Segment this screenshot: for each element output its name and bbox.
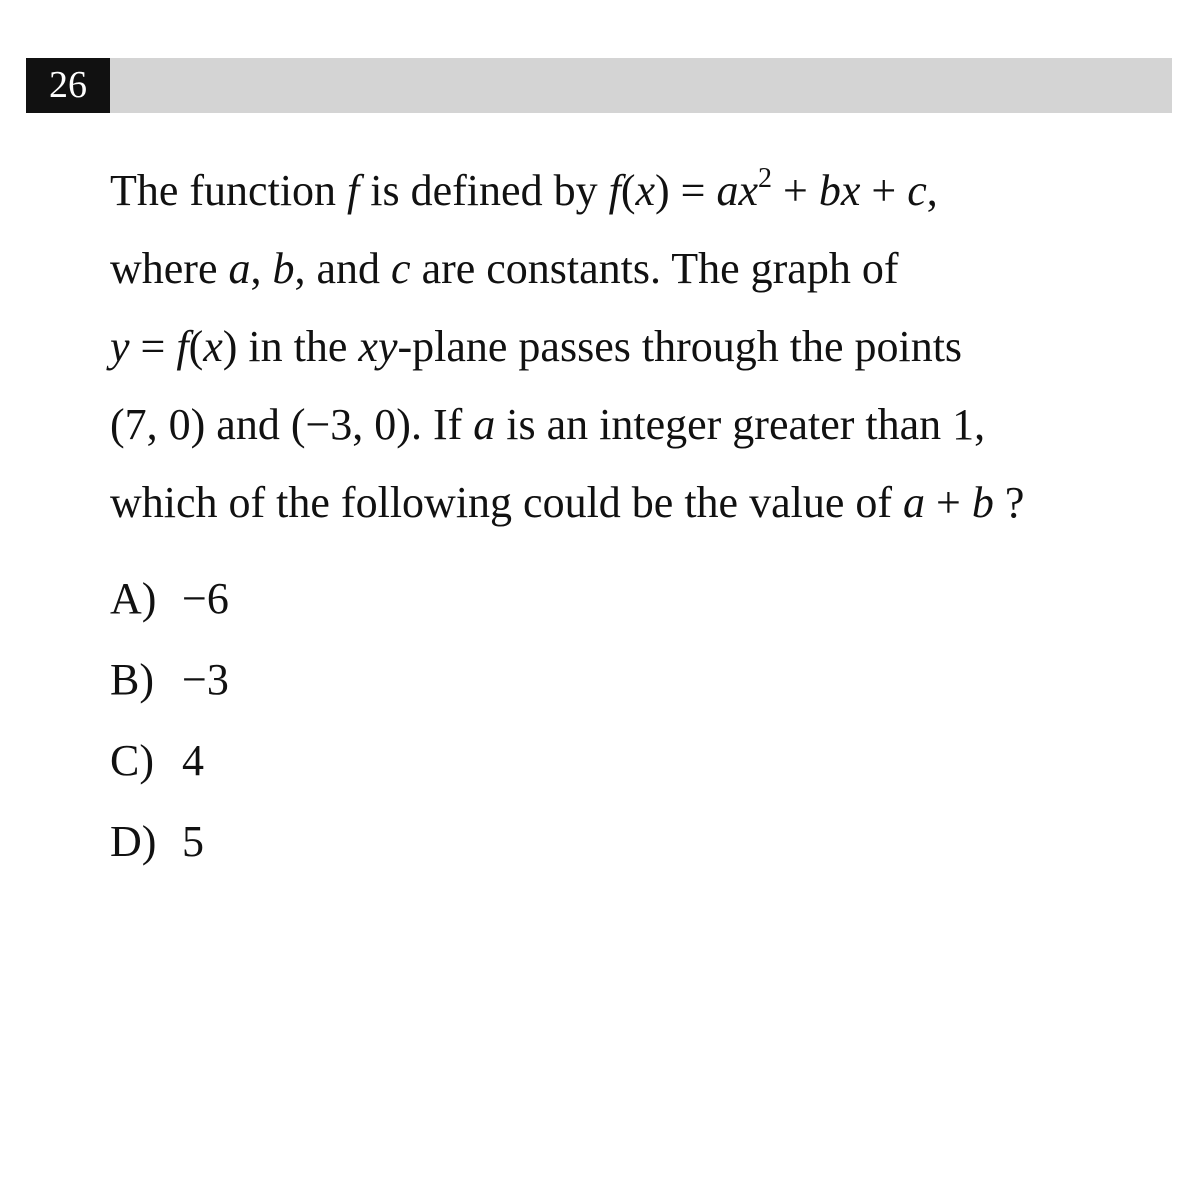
math-variable: f bbox=[608, 166, 621, 215]
stem-text: ( bbox=[188, 322, 204, 371]
choice-letter: B) bbox=[110, 655, 154, 704]
stem-text: ) in the bbox=[222, 322, 359, 371]
question-header-bar bbox=[26, 58, 1172, 113]
math-variable: a bbox=[903, 478, 926, 527]
question-stem-line bbox=[110, 230, 1180, 308]
stem-text: where bbox=[110, 244, 229, 293]
choice-letter: A) bbox=[110, 574, 157, 623]
exponent: 2 bbox=[758, 163, 772, 195]
choice-value: 5 bbox=[182, 817, 204, 866]
question-number: 26 bbox=[26, 58, 110, 113]
stem-text: = bbox=[129, 322, 177, 371]
stem-text: ( bbox=[620, 166, 636, 215]
math-variable: x bbox=[635, 166, 655, 215]
choice-value: 4 bbox=[182, 736, 204, 785]
stem-text: (7, 0) and (−3, 0). If bbox=[110, 400, 474, 449]
stem-text: , bbox=[926, 166, 938, 215]
stem-text: + bbox=[772, 166, 819, 215]
stem-text: -plane passes through the points bbox=[397, 322, 963, 371]
answer-choices bbox=[110, 566, 229, 890]
answer-choice-d[interactable] bbox=[110, 809, 229, 890]
stem-text: which of the following could be the value of bbox=[110, 478, 904, 527]
answer-choice-c[interactable] bbox=[110, 728, 229, 809]
math-variable: bx bbox=[818, 166, 861, 215]
question-stem-line bbox=[110, 386, 1180, 464]
math-variable: b bbox=[971, 478, 994, 527]
stem-text: ) = bbox=[655, 166, 717, 215]
stem-text: is defined by bbox=[359, 166, 609, 215]
answer-choice-b[interactable] bbox=[110, 647, 229, 728]
math-variable: f bbox=[347, 166, 360, 215]
choice-value: −3 bbox=[182, 655, 229, 704]
stem-text: , and bbox=[294, 244, 392, 293]
stem-text: ? bbox=[993, 478, 1025, 527]
stem-text: + bbox=[860, 166, 908, 215]
answer-choice-a[interactable] bbox=[110, 566, 229, 647]
math-variable: c bbox=[907, 166, 927, 215]
math-variable: f bbox=[176, 322, 189, 371]
math-variable: a bbox=[473, 400, 496, 449]
question-stem-line bbox=[110, 152, 1180, 230]
math-variable: y bbox=[110, 322, 130, 371]
question-stem-line bbox=[110, 308, 1180, 386]
stem-text: is an integer greater than 1, bbox=[495, 400, 986, 449]
question-stem bbox=[110, 152, 1180, 542]
question-stem-line bbox=[110, 464, 1180, 542]
math-variable: xy bbox=[358, 322, 398, 371]
stem-text: are constants. The graph of bbox=[410, 244, 899, 293]
choice-letter: C) bbox=[110, 736, 154, 785]
stem-text: + bbox=[925, 478, 972, 527]
math-variable: c bbox=[391, 244, 411, 293]
math-variable: b bbox=[272, 244, 295, 293]
stem-text: The function bbox=[110, 166, 348, 215]
choice-letter: D) bbox=[110, 817, 157, 866]
stem-text: , bbox=[250, 244, 273, 293]
math-variable: x bbox=[203, 322, 223, 371]
math-variable: ax bbox=[716, 166, 758, 215]
math-variable: a bbox=[228, 244, 251, 293]
choice-value: −6 bbox=[182, 574, 229, 623]
